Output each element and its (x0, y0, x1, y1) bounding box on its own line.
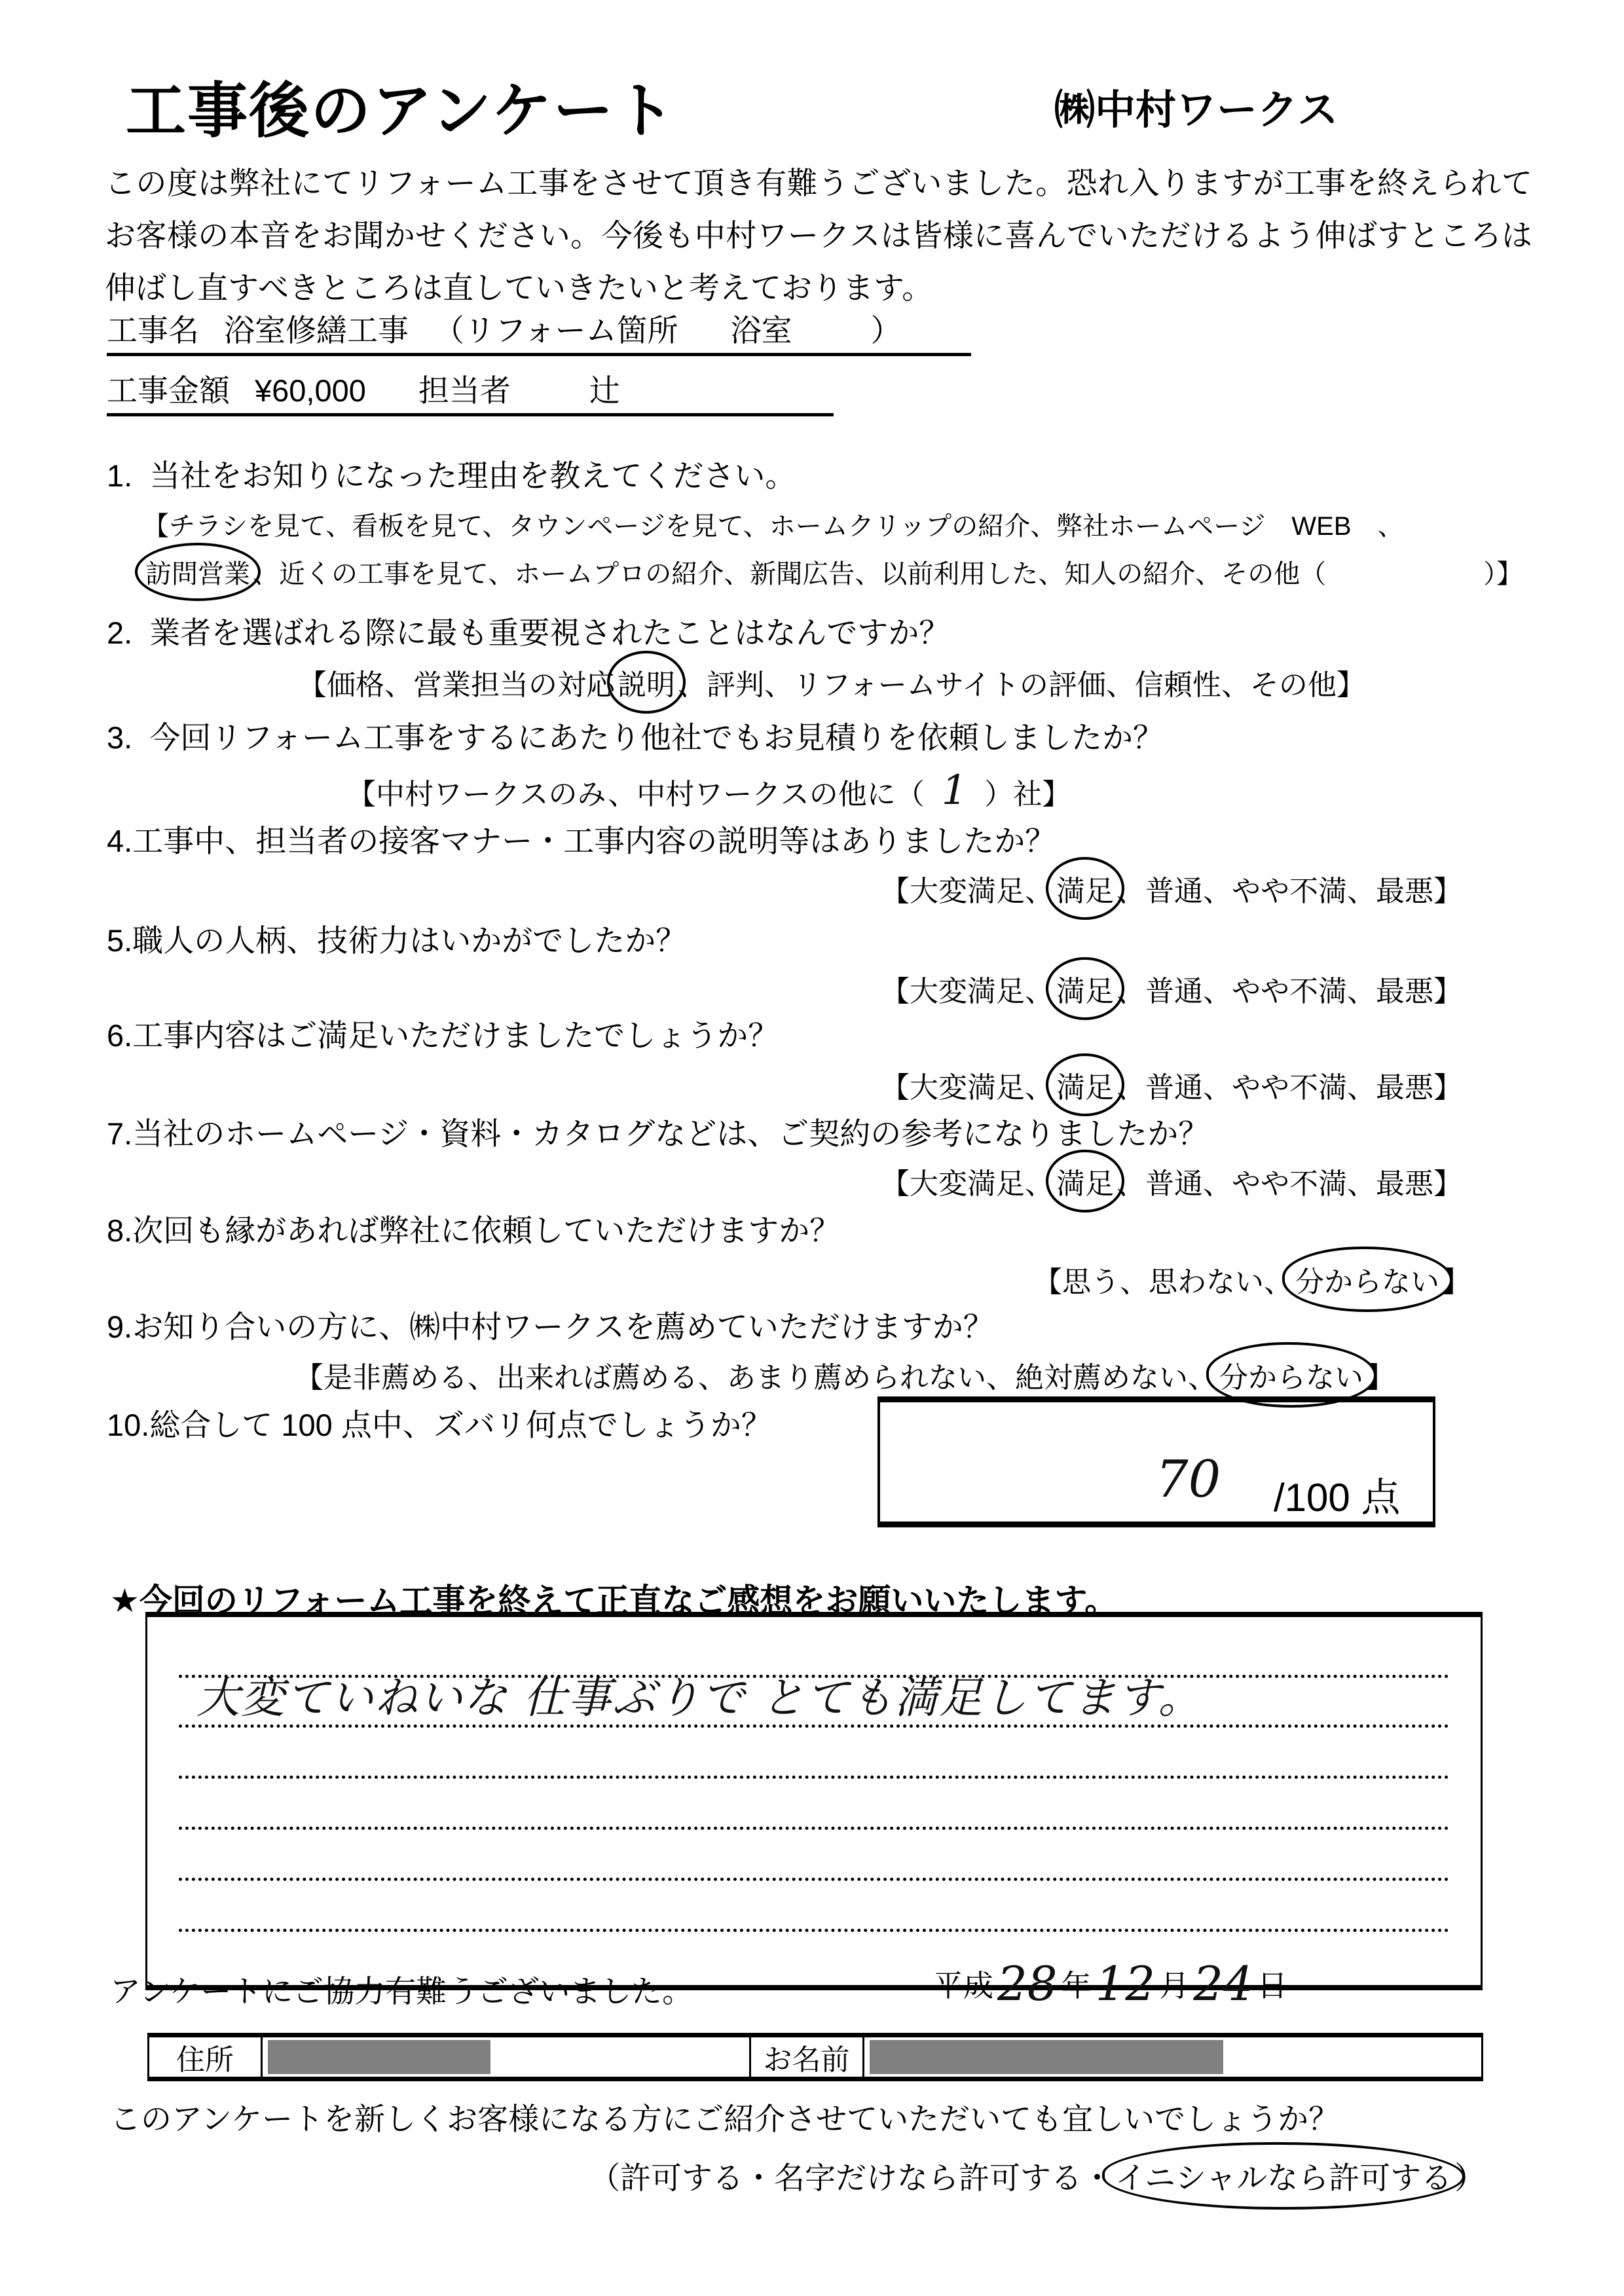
q2-answer-label: 説明 (618, 669, 675, 701)
consent-options (589, 2154, 1485, 2198)
question-6-options (881, 1064, 1462, 1106)
consent-options-post: ） (1454, 2160, 1486, 2195)
project-location-value: 浴室 (730, 313, 792, 348)
q9-answer-label: 分からない (1219, 1362, 1363, 1394)
question-2-options (298, 661, 1365, 703)
staff-value: 辻 (589, 373, 620, 408)
q4-options-post[interactable]: 、普通、やや不満、最悪】 (1116, 875, 1462, 907)
amount-label: 工事金額 (107, 373, 230, 408)
comment-rule-3 (179, 1776, 1449, 1779)
thanks-message: アンケートにご協力有難うございました。 (110, 1974, 693, 2009)
question-6-text: 工事内容はご満足いただけましたでしょうか？ (132, 1018, 779, 1053)
question-1-number: 1. (107, 458, 133, 493)
q3-options-post[interactable]: ）社】 (984, 778, 1071, 811)
consent-answer-label: イニシャルなら許可する (1115, 2160, 1452, 2195)
q1-bracket-open: 【 (143, 512, 169, 541)
q9-options-pre[interactable]: 【是非薦める、出来れば薦める、あまり薦められない、絶対薦めない、 (295, 1362, 1217, 1394)
date-year: 28 (997, 1956, 1058, 2011)
project-amount-row (107, 367, 834, 416)
q8-selected-answer[interactable] (1293, 1258, 1442, 1300)
q1-bracket-close: ）】 (1483, 560, 1523, 589)
company-name: ㈱中村ワークス (1054, 88, 1338, 133)
question-1-options-line2 (143, 553, 1522, 591)
q5-options-post[interactable]: 、普通、やや不満、最悪】 (1116, 975, 1462, 1008)
q5-options-pre[interactable]: 【大変満足、 (881, 975, 1054, 1008)
q4-options-pre[interactable]: 【大変満足、 (881, 875, 1054, 907)
q6-options-pre[interactable]: 【大変満足、 (881, 1072, 1054, 1104)
q7-answer-label: 満足 (1056, 1168, 1114, 1200)
q2-selected-answer[interactable] (615, 661, 678, 703)
question-9-number: 9. (107, 1309, 133, 1344)
name-field[interactable] (864, 2037, 1482, 2077)
question-6-number: 6. (107, 1018, 133, 1053)
q8-options-post[interactable]: 】 (1442, 1266, 1471, 1298)
q8-answer-label: 分からない (1295, 1266, 1439, 1298)
name-label: お名前 (751, 2037, 864, 2077)
consent-selected-answer[interactable] (1113, 2154, 1454, 2198)
question-5-number: 5. (107, 923, 133, 958)
question-7-options (881, 1160, 1462, 1202)
q4-selected-answer[interactable] (1054, 867, 1116, 909)
project-name-value: 浴室修繕工事 (224, 313, 409, 348)
comment-rule-6 (179, 1929, 1449, 1932)
question-4 (107, 817, 1056, 861)
date-month: 12 (1095, 1956, 1156, 2011)
question-8-number: 8. (107, 1213, 133, 1248)
address-field[interactable] (263, 2037, 751, 2077)
consent-options-pre[interactable]: （許可する・名字だけなら許可する・ (589, 2160, 1113, 2195)
amount-value: ¥60,000 (255, 373, 366, 408)
question-2-text: 業者を選ばれる際に最も重要視されたことはなんですか？ (149, 615, 950, 650)
identity-table (147, 2033, 1483, 2081)
question-10 (107, 1401, 772, 1445)
date-row (933, 1956, 1287, 2011)
score-denominator: /100 点 (1274, 1476, 1401, 1520)
q7-options-post[interactable]: 、普通、やや不満、最悪】 (1116, 1168, 1462, 1200)
question-7 (107, 1110, 1209, 1154)
intro-paragraph: この度は弊社にてリフォーム工事をさせて頂き有難うございました。恐れ入りますが工事を終えられてお客様の本音をお聞かせください。今後も中村ワークスは皆様に喜んでいただけるよう伸ばすところは伸ばし直すべきところは直していきたいと考えております。 (105, 166, 1532, 305)
question-8 (107, 1207, 840, 1250)
q5-answer-label: 満足 (1056, 975, 1114, 1008)
question-10-number: 10. (107, 1408, 150, 1442)
q6-answer-label: 満足 (1056, 1072, 1114, 1104)
question-8-options (1033, 1258, 1471, 1300)
question-2 (107, 609, 950, 653)
q6-selected-answer[interactable] (1054, 1064, 1116, 1106)
q7-options-pre[interactable]: 【大変満足、 (881, 1168, 1054, 1200)
q3-answer-handwritten: 1 (941, 766, 968, 814)
q1-answer-label: 訪問営業 (145, 560, 250, 589)
address-label: 住所 (149, 2037, 263, 2077)
question-5-text: 職人の人柄、技術力はいかがでしたか？ (132, 923, 687, 958)
question-3-text: 今回リフォーム工事をするにあたり他社でもお見積りを依頼しましたか？ (149, 720, 1164, 755)
question-7-text: 当社のホームページ・資料・カタログなどは、ご契約の参考になりましたか？ (132, 1116, 1209, 1151)
question-7-number: 7. (107, 1116, 133, 1151)
project-location-label: （リフォーム箇所 (434, 313, 678, 348)
q9-selected-answer[interactable] (1217, 1354, 1366, 1396)
q3-options-pre[interactable]: 【中村ワークスのみ、中村ワークスの他に（ (347, 778, 925, 811)
consent-question: このアンケートを新しくお客様になる方にご紹介させていただいても宜しいでしょうか？ (110, 2102, 1340, 2136)
question-1 (107, 452, 796, 496)
question-4-number: 4. (107, 824, 133, 858)
question-9 (107, 1303, 994, 1347)
question-1-text: 当社をお知りになった理由を教えてください。 (149, 458, 796, 493)
comment-heading: ★今回のリフォーム工事を終えて正直なご感想をお願いいたします。 (110, 1582, 1118, 1619)
q7-selected-answer[interactable] (1054, 1160, 1116, 1202)
q2-options-pre[interactable]: 【価格、営業担当の対応 (298, 669, 615, 701)
q4-answer-label: 満足 (1056, 875, 1114, 907)
q9-options-post[interactable]: 】 (1366, 1362, 1395, 1394)
question-4-text: 工事中、担当者の接客マナー・工事内容の説明等はありましたか？ (132, 824, 1056, 858)
question-3 (107, 714, 1164, 757)
question-4-options (881, 867, 1462, 909)
staff-label: 担当者 (418, 373, 511, 408)
name-redaction (870, 2040, 1223, 2074)
q1-selected-answer[interactable] (143, 553, 253, 591)
month-label: 月 (1159, 1969, 1190, 2003)
q5-selected-answer[interactable] (1054, 968, 1116, 1010)
score-value-handwritten: 70 (1156, 1450, 1221, 1509)
project-name-label: 工事名 (107, 313, 199, 348)
comment-text-handwritten: 大変ていねいな 仕事ぶりで とても満足してます。 (196, 1673, 1203, 1723)
question-9-text: お知り合いの方に、㈱中村ワークスを薦めていただけますか？ (132, 1309, 994, 1344)
question-3-number: 3. (107, 720, 133, 755)
page-title: 工事後のアンケート (126, 78, 676, 145)
q1-options-row1[interactable]: チラシを見て、看板を見て、タウンページを見て、ホームクリップの紹介、弊社ホームページ WEB 、 (169, 512, 1404, 541)
question-5 (107, 917, 686, 960)
question-9-options (295, 1354, 1395, 1396)
question-2-number: 2. (107, 615, 133, 650)
question-5-options (881, 968, 1462, 1010)
q2-options-post[interactable]: 、評判、リフォームサイトの評価、信頼性、その他】 (678, 669, 1365, 701)
question-3-options (347, 766, 1071, 814)
project-location-close: ） (870, 313, 902, 348)
question-8-text: 次回も縁があれば弊社に依頼していただけますか？ (132, 1213, 841, 1248)
year-label: 年 (1061, 1969, 1092, 2003)
q8-options-pre[interactable]: 【思う、思わない、 (1033, 1266, 1293, 1298)
q6-options-post[interactable]: 、普通、やや不満、最悪】 (1116, 1072, 1462, 1104)
comment-rule-4 (179, 1827, 1449, 1830)
question-10-text: 総合して 100 点中、ズバリ何点でしょうか？ (149, 1408, 772, 1442)
question-6 (107, 1011, 779, 1055)
address-redaction (268, 2040, 490, 2074)
comment-rule-5 (179, 1878, 1449, 1881)
era-label: 平成 (933, 1969, 993, 2003)
day-label: 日 (1257, 1969, 1287, 2003)
question-1-options-line1 (143, 505, 1404, 543)
q1-options-row2[interactable]: 、近くの工事を見て、ホームプロの紹介、新聞広告、以前利用した、知人の紹介、その他（ (253, 560, 1327, 589)
project-name-row (107, 306, 971, 356)
date-day: 24 (1193, 1956, 1253, 2011)
